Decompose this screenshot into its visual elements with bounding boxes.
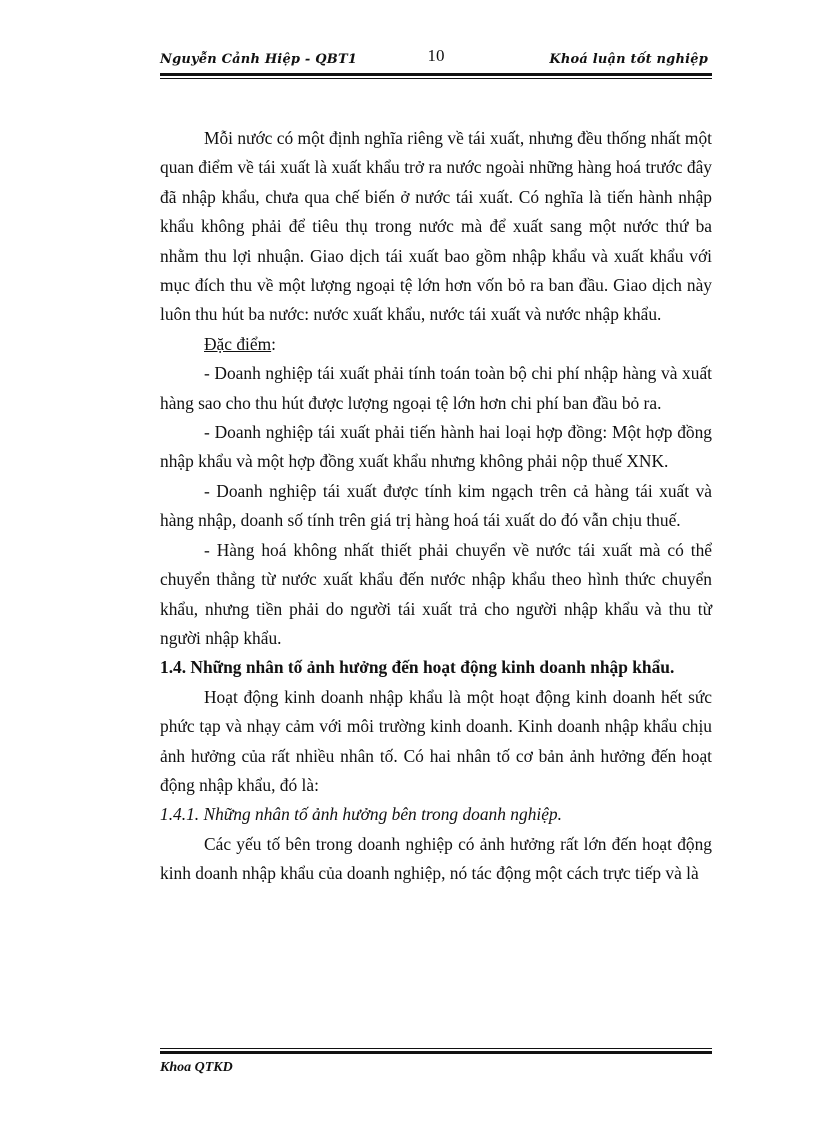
feature-item-3: - Doanh nghiệp tái xuất được tính kim ngạch trên cả hàng tái xuất và hàng nhập, doanh số tính trên giá trị hàng hoá tái xuất do đó vẫn chịu thuế.: [160, 480, 712, 531]
features-colon: :: [271, 333, 276, 354]
features-label: Đặc điểm: [204, 333, 272, 354]
features-heading: [160, 330, 712, 359]
paragraph-internal-factors: Các yếu tố bên trong doanh nghiệp có ảnh hưởng rất lớn đến hoạt động kinh doanh nhập khẩu của doanh nghiệp, nó tác động một cách trực tiếp và là: [160, 833, 712, 884]
footer-department: Khoa QTKD: [160, 1060, 233, 1075]
section-heading: 1.4. Những nhân tố ảnh hưởng đến hoạt động kinh doanh nhập khẩu.: [160, 657, 675, 678]
header-author: Nguyễn Cảnh Hiệp - QBT1: [160, 52, 358, 67]
paragraph-import-factors: Hoạt động kinh doanh nhập khẩu là một hoạt động kinh doanh hết sức phức tạp và nhạy cảm với môi trường kinh doanh. Kinh doanh nhập khẩu chịu ảnh hưởng của rất nhiều nhân tố. Có hai nhân tố cơ bản ảnh hưởng đến hoạt động nhập khẩu, đó là:: [160, 686, 712, 795]
feature-item-2: - Doanh nghiệp tái xuất phải tiến hành hai loại hợp đồng: Một hợp đồng nhập khẩu và một hợp đồng xuất khẩu nhưng không phải nộp thuế XNK.: [160, 422, 712, 472]
page-number: 10: [427, 46, 445, 65]
paragraph-reexport-definition: Mỗi nước có một định nghĩa riêng về tái xuất, nhưng đều thống nhất một quan điểm về tái xuất là xuất khẩu trở ra nước ngoài những hàng hoá trước đây đã nhập khẩu, chưa qua chế biến ở nước tái xuất. Có nghĩa là tiến hành nhập khẩu không phải để tiêu thụ trong nước mà để xuất sang một nước thứ ba nhằm thu lợi nhuận. Giao dịch tái xuất bao gồm nhập khẩu và xuất khẩu với mục đích thu về một lượng ngoại tệ lớn hơn vốn bỏ ra ban đầu. Giao dịch này luôn thu hút ba nước: nước xuất khẩu, nước tái xuất và nước nhập khẩu.: [160, 128, 712, 325]
subsection-heading: 1.4.1. Những nhân tố ảnh hưởng bên trong doanh nghiệp.: [160, 804, 562, 825]
page-body: [160, 124, 712, 889]
header-rule: [160, 73, 712, 79]
page-header: [160, 44, 712, 74]
feature-item-4: - Hàng hoá không nhất thiết phải chuyển về nước tái xuất mà có thể chuyển thẳng từ nước xuất khẩu đến nước nhập khẩu theo hình thức chuyển khẩu, nhưng tiền phải do người tái xuất trả cho người nhập khẩu và thu từ người nhập khẩu.: [160, 539, 712, 648]
header-doc-title: Khoá luận tốt nghiệp: [549, 52, 708, 67]
feature-item-1: - Doanh nghiệp tái xuất phải tính toán toàn bộ chi phí nhập hàng và xuất hàng sao cho thu hút được lượng ngoại tệ lớn hơn chi phí ban đầu bỏ ra.: [160, 363, 712, 413]
footer-rule: [160, 1048, 712, 1054]
